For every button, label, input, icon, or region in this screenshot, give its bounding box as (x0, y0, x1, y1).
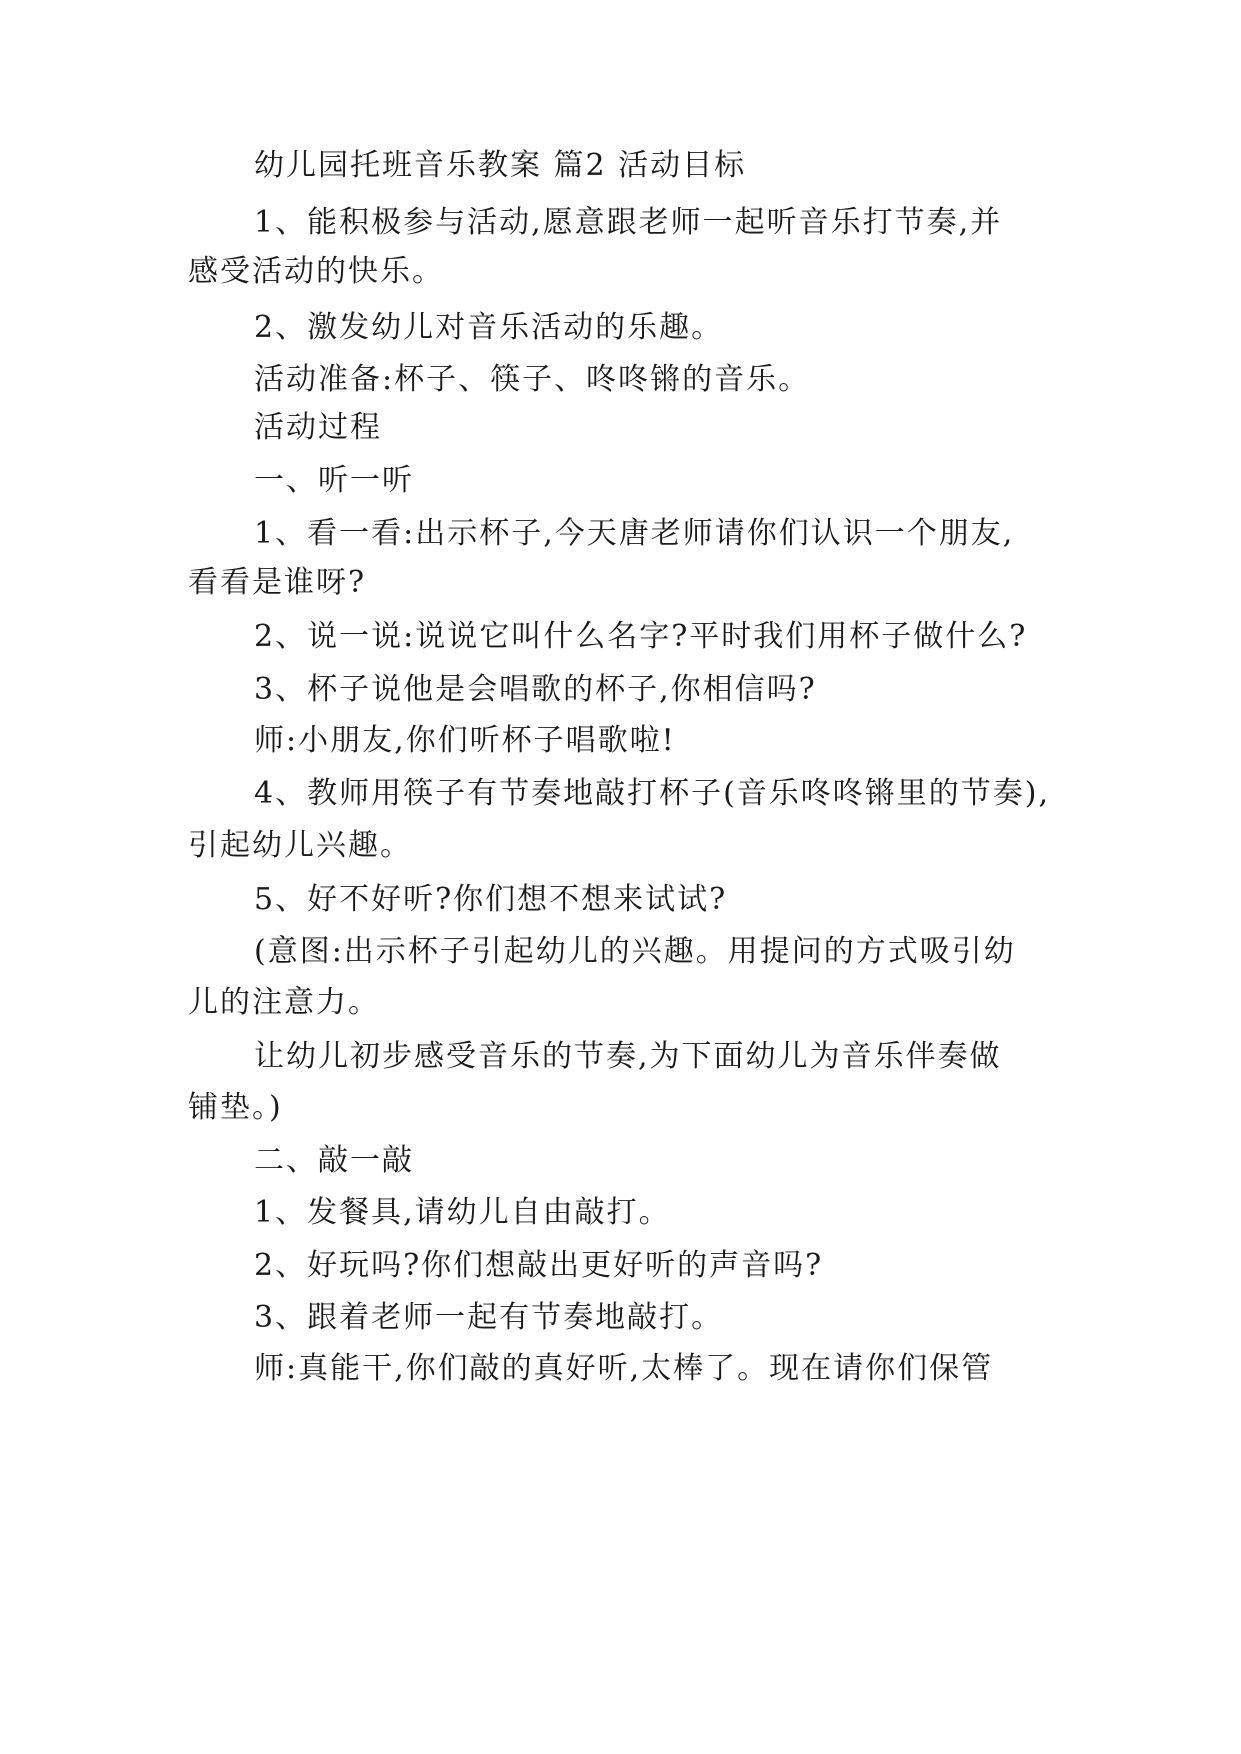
document-title-line: 幼儿园托班音乐教案 篇2 活动目标 (254, 148, 747, 183)
paragraph-line: 师:真能干,你们敲的真好听,太棒了。现在请你们保管 (254, 1351, 994, 1386)
paragraph-line: 3、杯子说他是会唱歌的杯子,你相信吗? (254, 672, 817, 707)
paragraph-line: 5、好不好听?你们想不想来试试? (254, 882, 728, 917)
paragraph-line: 1、发餐具,请幼儿自由敲打。 (254, 1195, 671, 1230)
section-heading: 二、敲一敲 (254, 1143, 414, 1178)
paragraph-line: 2、说一说:说说它叫什么名字?平时我们用杯子做什么? (254, 619, 1028, 654)
paragraph-line: (意图:出示杯子引起幼儿的兴趣。用提问的方式吸引幼 (254, 934, 1016, 969)
paragraph-line: 儿的注意力。 (188, 985, 380, 1020)
paragraph-line: 1、能积极参与活动,愿意跟老师一起听音乐打节奏,并 (254, 205, 1003, 240)
paragraph-line: 3、跟着老师一起有节奏地敲打。 (254, 1300, 724, 1335)
section-heading: 活动过程 (254, 410, 382, 445)
paragraph-line: 引起幼儿兴趣。 (188, 828, 412, 863)
paragraph-line: 活动准备:杯子、筷子、咚咚锵的音乐。 (254, 362, 811, 397)
paragraph-line: 1、看一看:出示杯子,今天唐老师请你们认识一个朋友, (254, 516, 1015, 551)
section-heading: 一、听一听 (254, 463, 414, 498)
paragraph-line: 让幼儿初步感受音乐的节奏,为下面幼儿为音乐伴奏做 (254, 1039, 1002, 1074)
paragraph-line: 师:小朋友,你们听杯子唱歌啦! (254, 723, 676, 758)
paragraph-line: 2、激发幼儿对音乐活动的乐趣。 (254, 310, 724, 345)
paragraph-line: 4、教师用筷子有节奏地敲打杯子(音乐咚咚锵里的节奏), (254, 776, 1051, 811)
paragraph-line: 看看是谁呀? (188, 565, 367, 600)
paragraph-line: 铺垫。) (188, 1090, 283, 1125)
paragraph-line: 感受活动的快乐。 (188, 254, 444, 289)
paragraph-line: 2、好玩吗?你们想敲出更好听的声音吗? (254, 1248, 824, 1283)
